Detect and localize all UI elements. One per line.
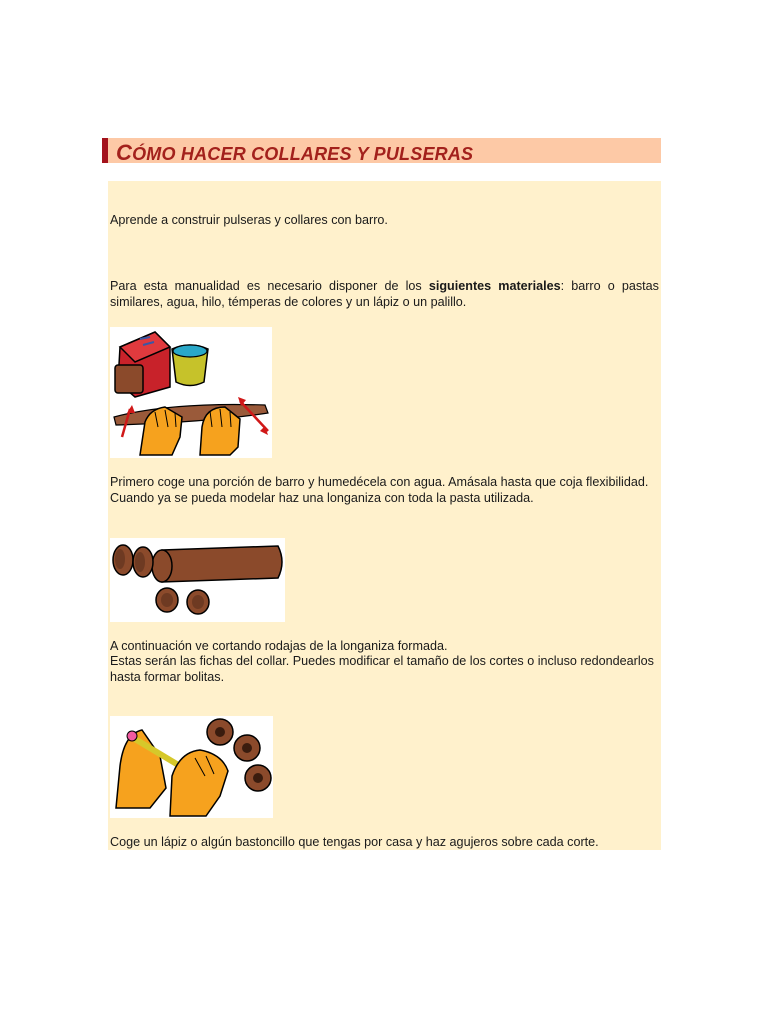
materials-text-before: Para esta manualidad es necesario disponer de los (110, 279, 429, 293)
illustration-clay-slices (110, 538, 285, 622)
step2-line1: A continuación ve cortando rodajas de la longaniza formada. (110, 639, 448, 653)
title-first-letter: C (116, 140, 133, 165)
step1-paragraph: Primero coge una porción de barro y humedécela con agua. Amásala hasta que coja flexibilidad. Cuando ya se pueda modelar haz una longaniza con toda la pasta utilizada. (110, 475, 649, 505)
materials-paragraph (110, 279, 659, 310)
materials-text-after: : barro o pastas similares, agua, hilo, témperas de colores y un lápiz o un palillo. (110, 279, 659, 309)
title-rest: ÓMO HACER COLLARES Y PULSERAS (132, 144, 474, 164)
clay-slices-image (110, 538, 285, 622)
illustration-piercing-holes (110, 716, 273, 818)
intro-paragraph: Aprende a construir pulseras y collares con barro. (110, 213, 388, 227)
step2-line2: Estas serán las fichas del collar. Puedes modificar el tamaño de los cortes o incluso redondearlos hasta formar bolitas. (110, 654, 654, 684)
content-panel (108, 181, 661, 850)
materials-bold: siguientes materiales (428, 279, 561, 293)
title-bar (102, 138, 661, 163)
kneading-clay-image (110, 327, 272, 458)
step3-paragraph: Coge un lápiz o algún bastoncillo que tengas por casa y haz agujeros sobre cada corte. (110, 835, 599, 849)
page-title (116, 140, 473, 166)
illustration-kneading-clay (110, 327, 272, 458)
piercing-holes-image (110, 716, 273, 818)
